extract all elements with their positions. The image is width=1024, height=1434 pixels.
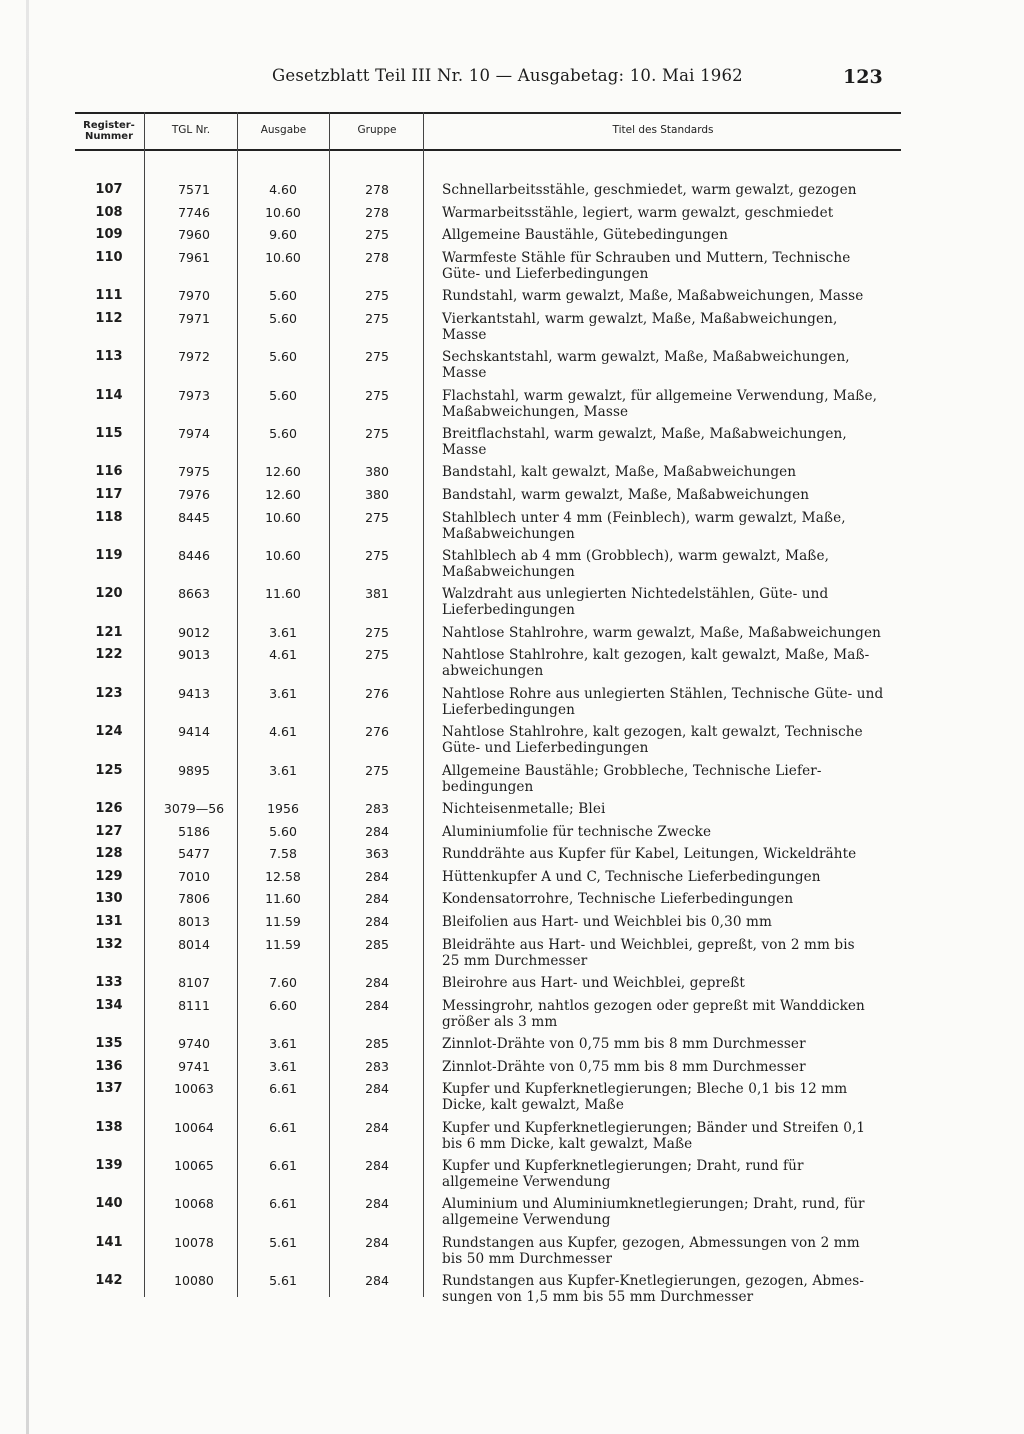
cell-tgl-nr: 9741: [178, 1058, 210, 1074]
cell-register-nummer: 113: [95, 349, 123, 365]
cell-register-nummer: 108: [95, 204, 123, 220]
cell-titel: Bandstahl, warm gewalzt, Maße, Maßabweichungen: [442, 487, 810, 503]
cell-register-nummer: 107: [95, 182, 123, 197]
cell-register-nummer: 142: [95, 1273, 123, 1289]
cell-gruppe: 284: [365, 1158, 389, 1173]
cell-register-nummer: 134: [95, 997, 123, 1013]
cell-tgl-nr: 7970: [178, 288, 210, 304]
column-divider: [423, 112, 424, 1297]
cell-ausgabe: 3.61: [269, 1036, 297, 1051]
column-header-register-nummer: Register- Nummer: [83, 119, 135, 142]
cell-ausgabe: 12.60: [265, 464, 301, 480]
table-header-rule: [75, 149, 901, 151]
cell-titel: Messingrohr, nahtlos gezogen oder gepreßt mit Wanddicken größer als 3 mm: [442, 997, 865, 1030]
cell-titel: Allgemeine Baustähle, Gütebedingungen: [442, 227, 728, 244]
cell-register-nummer: 140: [95, 1196, 123, 1212]
cell-register-nummer: 110: [95, 249, 123, 265]
cell-titel: Kupfer und Kupferknetlegierungen; Bleche 0,1 bis 12 mm Dicke, kalt gewalzt, Maße: [442, 1081, 848, 1114]
cell-tgl-nr: 7961: [178, 249, 210, 265]
cell-register-nummer: 133: [95, 975, 123, 990]
cell-tgl-nr: 7571: [178, 182, 210, 197]
cell-gruppe: 275: [365, 509, 389, 525]
cell-tgl-nr: 8014: [178, 936, 210, 952]
cell-gruppe: 284: [365, 1234, 389, 1250]
cell-gruppe: 275: [365, 426, 389, 441]
cell-gruppe: 275: [365, 548, 389, 563]
cell-ausgabe: 11.60: [265, 586, 301, 602]
cell-register-nummer: 122: [95, 647, 123, 663]
cell-tgl-nr: 10078: [174, 1234, 214, 1250]
cell-tgl-nr: 9413: [178, 685, 210, 701]
cell-register-nummer: 124: [95, 724, 123, 740]
cell-gruppe: 275: [365, 387, 389, 403]
cell-titel: Flachstahl, warm gewalzt, für allgemeine Verwendung, Maße, Maßabweichungen, Masse: [442, 387, 878, 420]
cell-ausgabe: 11.59: [265, 936, 301, 952]
cell-gruppe: 275: [365, 349, 389, 365]
cell-register-nummer: 115: [95, 426, 123, 441]
cell-tgl-nr: 7973: [178, 387, 210, 403]
column-header-ausgabe: Ausgabe: [260, 124, 307, 136]
cell-register-nummer: 138: [95, 1119, 123, 1135]
cell-tgl-nr: 7960: [178, 227, 210, 243]
column-header-gruppe: Gruppe: [357, 124, 397, 136]
cell-titel: Nahtlose Stahlrohre, warm gewalzt, Maße, Maßabweichungen: [442, 624, 881, 641]
cell-tgl-nr: 8445: [178, 509, 210, 525]
cell-gruppe: 285: [365, 936, 389, 952]
cell-tgl-nr: 10068: [174, 1196, 214, 1212]
cell-gruppe: 283: [365, 801, 389, 816]
cell-titel: Warmfeste Stähle für Schrauben und Muttern, Technische Güte- und Lieferbedingungen: [442, 249, 851, 282]
cell-gruppe: 380: [365, 487, 389, 502]
page-header: [0, 64, 1024, 94]
cell-tgl-nr: 7806: [178, 891, 210, 907]
cell-ausgabe: 5.60: [269, 310, 297, 326]
cell-tgl-nr: 10064: [174, 1119, 214, 1135]
cell-ausgabe: 11.60: [265, 891, 301, 907]
cell-ausgabe: 10.60: [265, 249, 301, 265]
cell-ausgabe: 3.61: [269, 624, 297, 640]
cell-register-nummer: 132: [95, 936, 123, 952]
cell-register-nummer: 121: [95, 624, 123, 640]
cell-register-nummer: 112: [95, 310, 123, 326]
cell-gruppe: 276: [365, 724, 389, 740]
cell-titel: Nahtlose Rohre aus unlegierten Stählen, Technische Güte- und Lieferbedingungen: [442, 685, 884, 718]
cell-register-nummer: 120: [95, 586, 123, 602]
cell-register-nummer: 131: [95, 914, 123, 929]
cell-ausgabe: 6.60: [269, 997, 297, 1013]
cell-register-nummer: 114: [95, 387, 123, 403]
cell-titel: Warmarbeitsstähle, legiert, warm gewalzt, geschmiedet: [442, 204, 834, 221]
cell-register-nummer: 141: [95, 1234, 123, 1250]
cell-tgl-nr: 10065: [174, 1158, 214, 1173]
cell-titel: Hüttenkupfer A und C, Technische Lieferbedingungen: [442, 868, 821, 885]
cell-gruppe: 284: [365, 1273, 389, 1289]
page-spine-edge: [26, 0, 29, 1434]
cell-titel: Aluminiumfolie für technische Zwecke: [442, 823, 712, 840]
cell-ausgabe: 12.58: [265, 868, 301, 884]
cell-gruppe: 275: [365, 288, 389, 304]
cell-ausgabe: 10.60: [265, 204, 301, 220]
cell-gruppe: 284: [365, 914, 389, 929]
cell-tgl-nr: 7975: [178, 464, 210, 480]
cell-titel: Sechskantstahl, warm gewalzt, Maße, Maßabweichungen, Masse: [442, 349, 850, 382]
cell-register-nummer: 135: [95, 1036, 123, 1051]
cell-ausgabe: 12.60: [265, 487, 301, 502]
cell-ausgabe: 6.61: [269, 1158, 297, 1173]
cell-tgl-nr: 7976: [178, 487, 210, 502]
cell-tgl-nr: 7010: [178, 868, 210, 884]
cell-gruppe: 275: [365, 647, 389, 663]
cell-register-nummer: 116: [95, 464, 123, 480]
column-header-tgl-nr: TGL Nr.: [171, 124, 211, 136]
cell-titel: Rundstangen aus Kupfer, gezogen, Abmessungen von 2 mm bis 50 mm Durchmesser: [442, 1234, 860, 1267]
cell-gruppe: 284: [365, 975, 389, 990]
cell-titel: Nahtlose Stahlrohre, kalt gezogen, kalt gewalzt, Maße, Maß- abweichungen: [442, 647, 870, 680]
cell-gruppe: 284: [365, 1196, 389, 1212]
cell-titel: Bleirohre aus Hart- und Weichblei, gepreßt: [442, 975, 745, 991]
cell-tgl-nr: 9012: [178, 624, 210, 640]
cell-gruppe: 381: [365, 586, 389, 602]
cell-titel: Stahlblech unter 4 mm (Feinblech), warm gewalzt, Maße, Maßabweichungen: [442, 509, 846, 542]
cell-gruppe: 278: [365, 204, 389, 220]
cell-gruppe: 284: [365, 1119, 389, 1135]
cell-ausgabe: 9.60: [269, 227, 297, 243]
cell-gruppe: 275: [365, 762, 389, 778]
cell-gruppe: 275: [365, 624, 389, 640]
cell-register-nummer: 123: [95, 685, 123, 701]
cell-titel: Bleifolien aus Hart- und Weichblei bis 0,30 mm: [442, 914, 772, 930]
cell-tgl-nr: 9895: [178, 762, 210, 778]
cell-titel: Breitflachstahl, warm gewalzt, Maße, Maßabweichungen, Masse: [442, 426, 847, 458]
cell-tgl-nr: 7972: [178, 349, 210, 365]
cell-register-nummer: 109: [95, 227, 123, 243]
column-header-titel: Titel des Standards: [612, 124, 714, 136]
cell-gruppe: 278: [365, 249, 389, 265]
cell-titel: Nahtlose Stahlrohre, kalt gezogen, kalt gewalzt, Technische Güte- und Lieferbedingungen: [442, 724, 863, 757]
cell-ausgabe: 3.61: [269, 685, 297, 701]
cell-tgl-nr: 7971: [178, 310, 210, 326]
cell-register-nummer: 125: [95, 762, 123, 778]
cell-ausgabe: 6.61: [269, 1196, 297, 1212]
cell-register-nummer: 128: [95, 846, 123, 862]
cell-ausgabe: 11.59: [265, 914, 301, 929]
cell-register-nummer: 129: [95, 868, 123, 884]
cell-titel: Bandstahl, kalt gewalzt, Maße, Maßabweichungen: [442, 464, 797, 481]
cell-gruppe: 284: [365, 1081, 389, 1097]
cell-ausgabe: 3.61: [269, 762, 297, 778]
cell-register-nummer: 119: [95, 548, 123, 563]
page-number: 123: [843, 66, 883, 88]
cell-titel: Rundstahl, warm gewalzt, Maße, Maßabweichungen, Masse: [442, 288, 864, 305]
cell-ausgabe: 4.60: [269, 182, 297, 197]
cell-titel: Kupfer und Kupferknetlegierungen; Bänder und Streifen 0,1 bis 6 mm Dicke, kalt gewalzt, Maße: [442, 1119, 866, 1152]
cell-titel: Zinnlot-Drähte von 0,75 mm bis 8 mm Durchmesser: [442, 1058, 806, 1075]
cell-gruppe: 284: [365, 997, 389, 1013]
cell-tgl-nr: 7746: [178, 204, 210, 220]
cell-tgl-nr: 5477: [178, 846, 210, 862]
cell-gruppe: 284: [365, 868, 389, 884]
cell-ausgabe: 5.60: [269, 387, 297, 403]
cell-titel: Schnellarbeitsstähle, geschmiedet, warm gewalzt, gezogen: [442, 182, 857, 198]
cell-ausgabe: 5.60: [269, 288, 297, 304]
cell-tgl-nr: 8663: [178, 586, 210, 602]
header-title: Gesetzblatt Teil III Nr. 10 — Ausgabetag: 10. Mai 1962: [272, 66, 743, 85]
cell-gruppe: 285: [365, 1036, 389, 1051]
cell-tgl-nr: 9414: [178, 724, 210, 740]
cell-titel: Kupfer und Kupferknetlegierungen; Draht, rund für allgemeine Verwendung: [442, 1158, 804, 1190]
cell-tgl-nr: 3079—56: [163, 801, 225, 816]
cell-tgl-nr: 10080: [174, 1273, 214, 1289]
cell-ausgabe: 3.61: [269, 1058, 297, 1074]
cell-ausgabe: 1956: [267, 801, 299, 816]
cell-gruppe: 276: [365, 685, 389, 701]
cell-gruppe: 380: [365, 464, 389, 480]
cell-register-nummer: 130: [95, 891, 123, 907]
cell-tgl-nr: 9013: [178, 647, 210, 663]
cell-tgl-nr: 9740: [178, 1036, 210, 1051]
cell-gruppe: 363: [365, 846, 389, 862]
cell-ausgabe: 6.61: [269, 1119, 297, 1135]
cell-register-nummer: 111: [95, 288, 123, 304]
cell-register-nummer: 137: [95, 1081, 123, 1097]
cell-register-nummer: 136: [95, 1058, 123, 1074]
cell-ausgabe: 5.60: [269, 426, 297, 441]
cell-titel: Kondensatorrohre, Technische Lieferbedingungen: [442, 891, 794, 908]
cell-ausgabe: 5.61: [269, 1273, 297, 1289]
column-divider: [329, 112, 330, 1297]
cell-gruppe: 283: [365, 1058, 389, 1074]
cell-titel: Vierkantstahl, warm gewalzt, Maße, Maßabweichungen, Masse: [442, 310, 838, 343]
cell-ausgabe: 7.58: [269, 846, 297, 862]
cell-titel: Aluminium und Aluminiumknetlegierungen; Draht, rund, für allgemeine Verwendung: [442, 1196, 865, 1229]
cell-ausgabe: 10.60: [265, 548, 301, 563]
cell-register-nummer: 139: [95, 1158, 123, 1173]
cell-ausgabe: 5.60: [269, 823, 297, 839]
cell-titel: Runddrähte aus Kupfer für Kabel, Leitungen, Wickeldrähte: [442, 846, 857, 863]
cell-register-nummer: 118: [95, 509, 123, 525]
cell-ausgabe: 4.61: [269, 724, 297, 740]
cell-tgl-nr: 8446: [178, 548, 210, 563]
cell-gruppe: 284: [365, 891, 389, 907]
cell-titel: Allgemeine Baustähle; Grobbleche, Technische Liefer- bedingungen: [442, 762, 822, 795]
cell-gruppe: 275: [365, 227, 389, 243]
cell-tgl-nr: 8111: [178, 997, 210, 1013]
cell-ausgabe: 7.60: [269, 975, 297, 990]
cell-titel: Stahlblech ab 4 mm (Grobblech), warm gewalzt, Maße, Maßabweichungen: [442, 548, 830, 580]
cell-titel: Bleidrähte aus Hart- und Weichblei, gepreßt, von 2 mm bis 25 mm Durchmesser: [442, 936, 855, 969]
cell-register-nummer: 117: [95, 487, 123, 502]
cell-titel: Zinnlot-Drähte von 0,75 mm bis 8 mm Durchmesser: [442, 1036, 806, 1052]
cell-register-nummer: 126: [95, 801, 123, 816]
cell-gruppe: 275: [365, 310, 389, 326]
cell-tgl-nr: 5186: [178, 823, 210, 839]
cell-titel: Rundstangen aus Kupfer-Knetlegierungen, gezogen, Abmes- sungen von 1,5 mm bis 55 mm Durchmesser: [442, 1273, 865, 1306]
cell-tgl-nr: 7974: [178, 426, 210, 441]
cell-gruppe: 278: [365, 182, 389, 197]
cell-tgl-nr: 8107: [178, 975, 210, 990]
cell-ausgabe: 4.61: [269, 647, 297, 663]
cell-ausgabe: 5.61: [269, 1234, 297, 1250]
cell-gruppe: 284: [365, 823, 389, 839]
cell-titel: Nichteisenmetalle; Blei: [442, 801, 606, 817]
cell-tgl-nr: 10063: [174, 1081, 214, 1097]
cell-ausgabe: 10.60: [265, 509, 301, 525]
cell-ausgabe: 6.61: [269, 1081, 297, 1097]
cell-ausgabe: 5.60: [269, 349, 297, 365]
cell-register-nummer: 127: [95, 823, 123, 839]
cell-titel: Walzdraht aus unlegierten Nichtedelstählen, Güte- und Lieferbedingungen: [442, 586, 829, 619]
cell-tgl-nr: 8013: [178, 914, 210, 929]
